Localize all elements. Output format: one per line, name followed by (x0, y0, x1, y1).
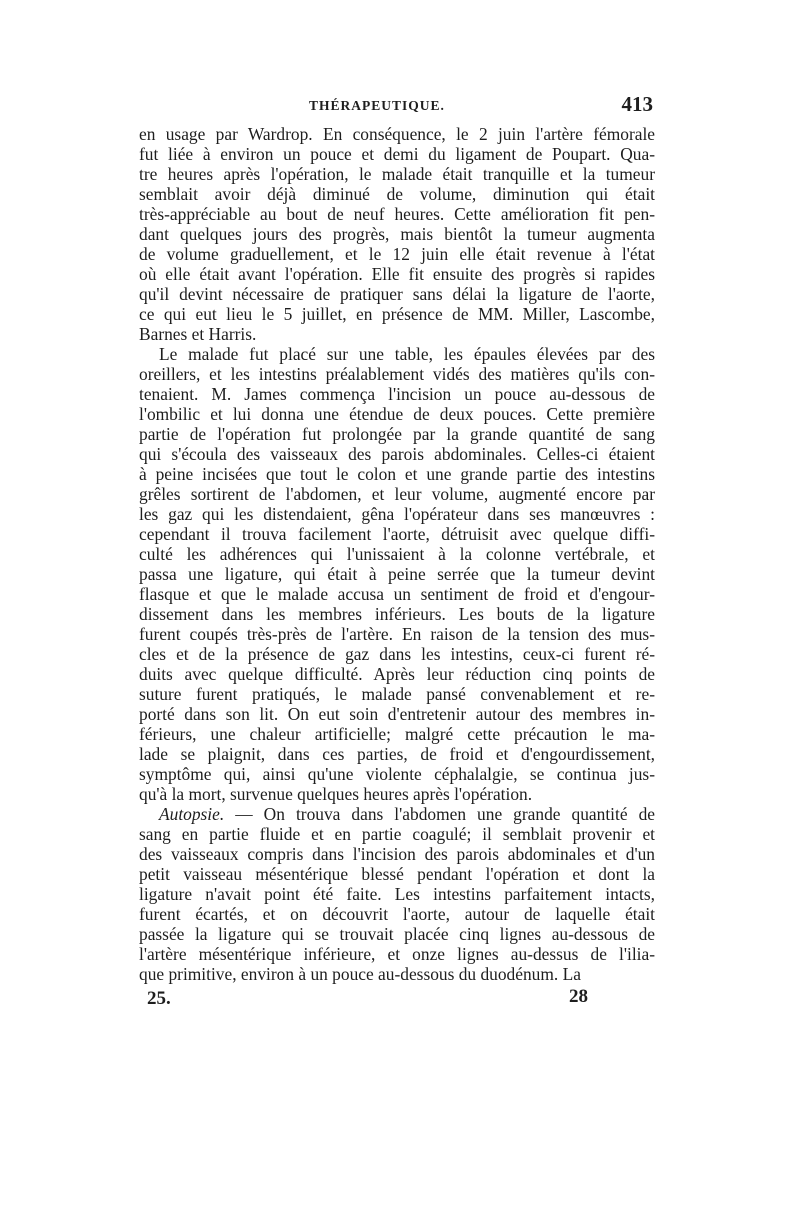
text-line: passa une ligature, qui était à peine serrée que la tumeur devint (139, 564, 655, 584)
text-line: où elle était avant l'opération. Elle fit ensuite des progrès si rapides (139, 264, 655, 284)
text-line: Barnes et Harris. (139, 324, 257, 344)
text-line: dant quelques jours des progrès, mais bientôt la tumeur augmenta (139, 224, 655, 244)
text-line (139, 804, 655, 824)
text-line: tenaient. M. James commença l'incision un pouce au-dessous de (139, 384, 655, 404)
text-block (139, 92, 655, 1014)
text-line: que primitive, environ à un pouce au-dessous du duodénum. La (139, 964, 581, 984)
text-line: l'artère mésentérique inférieure, et onze lignes au-dessus de l'ilia- (139, 944, 655, 964)
text-line: ligature n'avait point été faite. Les intestins parfaitement intacts, (139, 884, 655, 904)
text-line: qui s'écoula des vaisseaux des parois abdominales. Celles-ci étaient (139, 444, 655, 464)
text-line: semblait avoir déjà diminué de volume, diminution qui était (139, 184, 655, 204)
text-line: grêles sortirent de l'abdomen, et leur volume, augmenté encore par (139, 484, 655, 504)
signature-mark-left: 25. (147, 988, 171, 1009)
page-footer (139, 986, 655, 1014)
text-line: passée la ligature qui se trouvait placée cinq lignes au-dessous de (139, 924, 655, 944)
text-line: furent coupés très-près de l'artère. En raison de la tension des mus- (139, 624, 655, 644)
line-text: — On trouva dans l'abdomen une grande quantité de (224, 804, 655, 824)
text-line: partie de l'opération fut prolongée par la grande quantité de sang (139, 424, 655, 444)
text-line: tre heures après l'opération, le malade était tranquille et la tumeur (139, 164, 655, 184)
text-line: fut liée à environ un pouce et demi du ligament de Poupart. Qua- (139, 144, 655, 164)
text-line: oreillers, et les intestins préalablement vidés des matières qu'ils con- (139, 364, 655, 384)
text-line: duits avec quelque difficulté. Après leur réduction cinq points de (139, 664, 655, 684)
text-line: flasque et que le malade accusa un sentiment de froid et d'engour- (139, 584, 655, 604)
paragraph (139, 804, 655, 984)
text-line: culté les adhérences qui l'unissaient à la colonne vertébrale, et (139, 544, 655, 564)
paragraph (139, 124, 655, 344)
text-line: symptôme qui, ainsi qu'une violente céphalalgie, se continua jus- (139, 764, 655, 784)
text-line: en usage par Wardrop. En conséquence, le 2 juin l'artère fémorale (139, 124, 655, 144)
body-text (139, 124, 655, 984)
text-line: Le malade fut placé sur une table, les épaules élevées par des (159, 344, 655, 364)
text-line: cependant il trouva facilement l'aorte, détruisit avec quelque diffi- (139, 524, 655, 544)
text-line: qu'il devint nécessaire de pratiquer sans délai la ligature de l'aorte, (139, 284, 655, 304)
text-line: férieurs, une chaleur artificielle; malgré cette précaution le ma- (139, 724, 655, 744)
text-line: petit vaisseau mésentérique blessé pendant l'opération et dont la (139, 864, 655, 884)
running-title: THÉRAPEUTIQUE. (309, 98, 445, 113)
text-line: suture furent pratiqués, le malade pansé convenablement et re- (139, 684, 655, 704)
paragraph (139, 344, 655, 804)
page-number: 413 (621, 92, 653, 116)
text-line: qu'à la mort, survenue quelques heures après l'opération. (139, 784, 533, 804)
text-line: les gaz qui les distendaient, gêna l'opérateur dans ses manœuvres : (139, 504, 655, 524)
text-line: très-appréciable au bout de neuf heures. Cette amélioration fit pen- (139, 204, 655, 224)
section-lead: Autopsie. (159, 804, 225, 824)
text-line: furent écartés, et on découvrit l'aorte, autour de laquelle était (139, 904, 655, 924)
signature-mark-right: 28 (569, 986, 588, 1007)
text-line: ce qui eut lieu le 5 juillet, en présence de MM. Miller, Lascombe, (139, 304, 655, 324)
text-line: cles et de la présence de gaz dans les intestins, ceux-ci furent ré- (139, 644, 655, 664)
text-line: l'ombilic et lui donna une étendue de deux pouces. Cette première (139, 404, 655, 424)
page-header (139, 92, 655, 124)
text-line: porté dans son lit. On eut soin d'entretenir autour des membres in- (139, 704, 655, 724)
text-line: de volume graduellement, et le 12 juin elle était revenue à l'état (139, 244, 655, 264)
text-line: des vaisseaux compris dans l'incision des parois abdominales et d'un (139, 844, 655, 864)
text-line: sang en partie fluide et en partie coagulé; il semblait provenir et (139, 824, 655, 844)
text-line: à peine incisées que tout le colon et une grande partie des intestins (139, 464, 655, 484)
text-line: lade se plaignit, dans ces parties, de froid et d'engourdissement, (139, 744, 655, 764)
text-line: dissement dans les membres inférieurs. Les bouts de la ligature (139, 604, 655, 624)
